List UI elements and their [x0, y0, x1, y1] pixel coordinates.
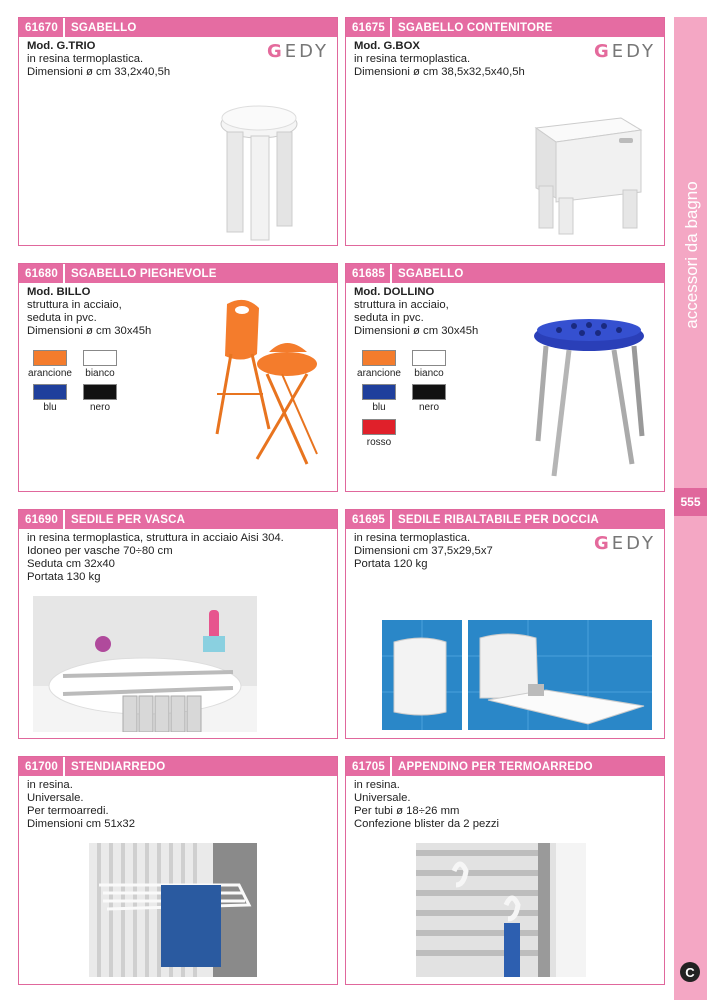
color-swatch-white	[412, 350, 446, 366]
product-code: 61700	[19, 757, 65, 776]
product-desc: Portata 120 kg	[354, 558, 428, 570]
color-label: bianco	[85, 368, 115, 379]
product-card-61670	[18, 17, 338, 246]
color-label: arancione	[357, 368, 401, 379]
product-title: STENDIARREDO	[70, 760, 166, 773]
shower-seat-closed-image	[382, 620, 462, 730]
color-swatch-blue	[362, 384, 396, 400]
color-label: blu	[372, 402, 386, 413]
bath-seat-image	[33, 596, 257, 732]
product-desc: Dimensioni cm 37,5x29,5x7	[354, 545, 493, 557]
product-card-61680	[18, 263, 338, 492]
dollino-stool-image	[524, 316, 654, 481]
product-title: SEDILE PER VASCA	[70, 513, 186, 526]
product-card-61690	[18, 509, 338, 739]
product-desc: Universale.	[354, 792, 411, 804]
color-swatch-blue	[33, 384, 67, 400]
product-title: SGABELLO PIEGHEVOLE	[70, 267, 217, 280]
product-model: Mod. BILLO	[27, 286, 91, 298]
product-title: SGABELLO CONTENITORE	[397, 21, 553, 34]
product-desc: Seduta cm 32x40	[27, 558, 115, 570]
product-desc: Per termoarredi.	[27, 805, 109, 817]
section-label: accessori da bagno	[682, 181, 701, 329]
product-desc: seduta in pvc.	[27, 312, 97, 324]
folding-stool-image	[197, 294, 327, 484]
product-desc: struttura in acciaio,	[27, 299, 122, 311]
product-code: 61695	[346, 510, 392, 529]
product-desc: Per tubi ø 18÷26 mm	[354, 805, 460, 817]
product-desc: struttura in acciaio,	[354, 299, 449, 311]
product-desc: Dimensioni ø cm 33,2x40,5h	[27, 66, 171, 78]
brand-logo: GEDY	[593, 41, 656, 62]
product-desc: seduta in pvc.	[354, 312, 424, 324]
brand-logo: GEDY	[266, 41, 329, 62]
product-desc: Dimensioni ø cm 38,5x32,5x40,5h	[354, 66, 525, 78]
product-desc: Confezione blister da 2 pezzi	[354, 818, 500, 830]
color-swatch-orange	[33, 350, 67, 366]
radiator-hook-image	[416, 843, 586, 977]
stool-gtrio-image	[209, 96, 309, 244]
product-desc: Universale.	[27, 792, 84, 804]
product-desc: in resina termoplastica, struttura in acciaio Aisi 304.	[27, 532, 284, 544]
color-label: nero	[418, 402, 439, 413]
product-title: APPENDINO PER TERMOARREDO	[397, 760, 593, 773]
color-label: arancione	[28, 368, 72, 379]
publisher-logo-icon: C	[680, 962, 700, 982]
color-label: nero	[89, 402, 110, 413]
product-code: 61675	[346, 18, 392, 37]
color-label: rosso	[366, 437, 392, 448]
product-desc: Dimensioni ø cm 30x45h	[27, 325, 152, 337]
product-model: Mod. G.TRIO	[27, 40, 96, 52]
brand-logo: GEDY	[593, 533, 656, 554]
stool-gbox-image	[531, 108, 646, 236]
product-card-61685	[345, 263, 665, 492]
product-code: 61705	[346, 757, 392, 776]
product-desc: in resina.	[27, 779, 73, 791]
color-label: blu	[43, 402, 57, 413]
product-title: SGABELLO	[397, 267, 464, 280]
towel-rack-image	[89, 843, 257, 977]
product-card-61705	[345, 756, 665, 985]
product-title: SEDILE RIBALTABILE PER DOCCIA	[397, 513, 599, 526]
product-code: 61690	[19, 510, 65, 529]
product-title: SGABELLO	[70, 21, 137, 34]
product-card-61695	[345, 509, 665, 739]
product-desc: in resina termoplastica.	[27, 53, 144, 65]
product-model: Mod. DOLLINO	[354, 286, 435, 298]
product-code: 61680	[19, 264, 65, 283]
product-desc: in resina.	[354, 779, 400, 791]
color-swatch-white	[83, 350, 117, 366]
product-code: 61685	[346, 264, 392, 283]
page-number: 555	[674, 488, 707, 516]
product-desc: Dimensioni ø cm 30x45h	[354, 325, 479, 337]
product-card-61700	[18, 756, 338, 985]
product-desc: in resina termoplastica.	[354, 532, 471, 544]
color-swatch-black	[412, 384, 446, 400]
color-swatch-red	[362, 419, 396, 435]
product-model: Mod. G.BOX	[354, 40, 420, 52]
color-swatch-orange	[362, 350, 396, 366]
product-desc: Portata 130 kg	[27, 571, 101, 583]
color-label: bianco	[414, 368, 444, 379]
shower-seat-open-image	[468, 620, 652, 730]
product-desc: in resina termoplastica.	[354, 53, 471, 65]
product-code: 61670	[19, 18, 65, 37]
product-desc: Dimensioni cm 51x32	[27, 818, 135, 830]
product-card-61675	[345, 17, 665, 246]
color-swatch-black	[83, 384, 117, 400]
product-desc: Idoneo per vasche 70÷80 cm	[27, 545, 173, 557]
